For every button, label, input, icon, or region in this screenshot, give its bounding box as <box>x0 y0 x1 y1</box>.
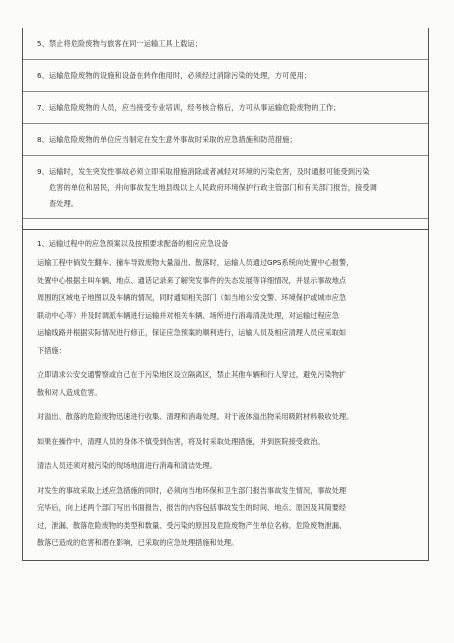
paragraph-line: 周围的区域电子地图以及车辆的情况，同时通知相关部门（如当地公安交警、环境保护或城市应急 <box>37 293 347 302</box>
rule-item-9-line: 9、运输时，发生突发性事故必须立即采取措施消除或者减轻对环境的污染危害，及时通报可能受到污染 <box>37 167 370 176</box>
paragraph-line: 对溢出、散落的危险废物迅速进行收集、清理和消毒处理。对于液体溢出物采用吸附材料吸收处理。 <box>37 412 354 421</box>
rule-item-8: 8、运输危险废物的单位应当制定在发生意外事故时采取的应急措施和防范措施； <box>37 135 297 144</box>
paragraph-line: 处置中心根据主叫车辆、地点、通话记录来了解突发事件的失态发展等详细情况，并显示事故地点 <box>37 275 347 285</box>
table-row <box>23 124 428 156</box>
rule-item-9-line: 危害的单位和居民，并向事故发生地县级以上人民政府环境保护行政主管部门和有关部门报告，接受调 <box>49 183 377 192</box>
rule-item-9-line: 查处理。 <box>49 199 79 208</box>
paragraph-line: 散落已造成的危害和潜在影响，已采取的应急处理措施和处理。 <box>37 538 239 547</box>
paragraph-line: 联动中心等）并及时调派车辆进行运输并对相关车辆、场所进行消毒清洗处理，对运输过程应急 <box>37 310 339 320</box>
rule-item-5: 5、禁止将危险废物与旅客在同一运输工具上载运； <box>37 39 203 48</box>
rule-item-6: 6、运输危险废物的设施和设备在转作他用时，必须经过消除污染的处理，方可使用； <box>37 71 312 80</box>
paragraph-line: 完毕后，向上述两个部门写出书面报告，报告的内容包括事故发生的时间、地点、原因及其简要经 <box>37 503 347 512</box>
table-row <box>23 28 428 60</box>
paragraph-line: 运输线路并根据实际情况进行修正，保证应急预案的顺利进行，运输人员及相应清理人员应采取如 <box>37 328 347 337</box>
paragraph-line: 下措施： <box>37 345 66 355</box>
paragraph-line: 对发生的事故采取上述应急措施的同时，必须向当地环保和卫生部门报告事故发生情况，事故处理 <box>37 485 347 495</box>
paragraph-line: 散和对人造成危害。 <box>37 387 102 397</box>
table-row <box>23 156 428 219</box>
table-row <box>23 92 428 124</box>
table-row <box>23 60 428 92</box>
regulations-table <box>22 28 429 561</box>
section-heading: 1、运输过程中的应急预案以及按照要求配备的相应应急设备 <box>37 239 229 248</box>
paragraph-line: 过，泄漏、散落危险废物的类型和数量、受污染的原因及危险废物产生单位名称，危险废物泄漏、 <box>37 520 347 530</box>
paragraph-line: 如果在操作中，清理人员的身体不慎受到伤害，将及时采取处理措施，并到医院接受救治。 <box>37 436 325 446</box>
table-gap <box>23 219 428 230</box>
paragraph-line: 立即请求公安交通警察或自己在于污染地区设立隔离区，禁止其他车辆和行人穿过，避免污染物扩 <box>37 370 347 379</box>
paragraph-line: 运输工程中倘发生翻车、撞车导致废物大量溢出、散落时，运输人员通过GPS系统向处置中心报警， <box>37 258 354 267</box>
paragraph-line: 清洁人员还须对被污染的现场地面进行消毒和清洁处理。 <box>37 461 217 470</box>
rule-item-7: 7、运输危险废物的人员，应当接受专业培训，经考核合格后，方可从事运输危险废物的工作； <box>37 103 341 112</box>
emergency-plan-section <box>23 230 428 561</box>
